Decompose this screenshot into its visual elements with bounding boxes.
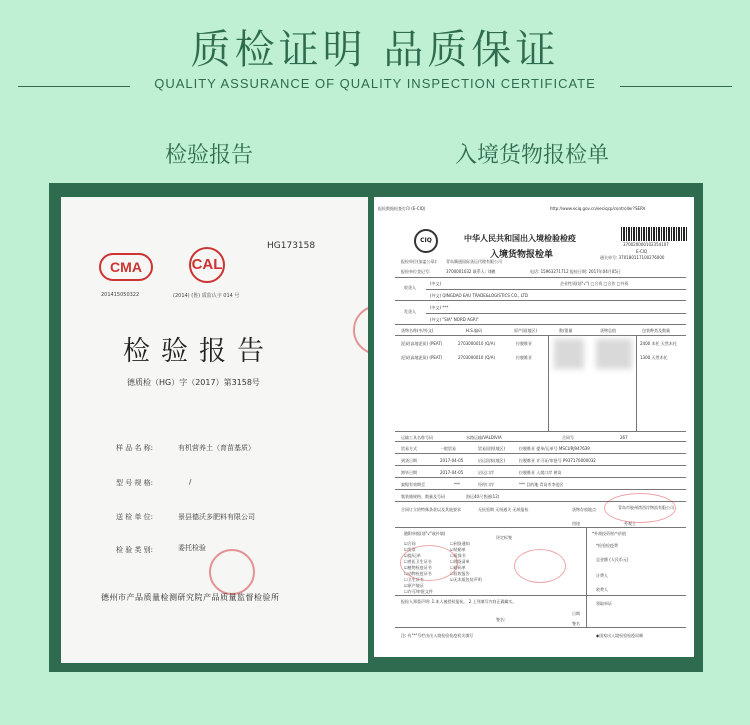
fee-label: *检验检疫费 [596, 543, 618, 548]
goods-col-pack: 包装种类及数量 [642, 328, 670, 333]
inspection-report-document [61, 197, 368, 663]
row-label-applicant: 报检单位(加盖公章): [401, 259, 438, 264]
red-stamp-left [400, 545, 458, 581]
form-issuer: ◆国家出入境检验检疫局制 [596, 633, 644, 638]
field-value-model: / [189, 478, 192, 486]
cma-code: 201415050322 [101, 292, 140, 298]
row-phone-date: 电话: 15963271712 报检日期: 2017年04月05日 [530, 269, 621, 274]
red-stamp-storage [604, 493, 676, 523]
fee-title: *外商投资财产价值 [592, 531, 626, 536]
origin-country-value: 拉脱维亚 许可证/审批号 P937170000032 [519, 458, 596, 463]
cal-logo: CAL [189, 247, 225, 283]
goods-row-hs: 2703000010 (Q/A) [458, 355, 496, 360]
field-label-sample: 样 品 名 称: [116, 444, 154, 452]
doc-check-item: ☑植物检疫证书 [404, 565, 432, 570]
trade-mode-value: 一般贸易 [440, 446, 456, 451]
form-rule [395, 335, 686, 336]
goods-col-value: 货物总值 [600, 328, 616, 333]
doc-check-item: ☐质保书 [450, 553, 466, 558]
special-terms-value: 无检验期 无纸通关 无纸报检 [478, 507, 529, 512]
form-rule [395, 277, 686, 278]
red-seal-bottom [209, 549, 255, 595]
cal-mark: AL [202, 256, 223, 273]
sender-en: (外文) "SIA" NORD AGRI" [430, 317, 479, 322]
doc-check-item: ☑提/运单 [404, 553, 421, 558]
goods-col-name: 货物名称(中/外文) [401, 328, 434, 333]
contract-value: 267 [620, 435, 628, 440]
origin-country-label: 启运国家(地区) [478, 458, 506, 463]
redacted-quantity [554, 339, 584, 369]
fee-label: 计费人 [596, 573, 608, 578]
report-title: 检验报告 [123, 336, 275, 367]
report-serial: HG173158 [267, 241, 316, 251]
arrival-date-value: 2017-04-05 [440, 458, 464, 463]
doc-check-item: ☑无木质包装声明 [450, 577, 482, 582]
unload-date-value: 2017-04-05 [440, 470, 464, 475]
fee-label: 总金额 (人民币元) [596, 557, 629, 562]
goods-row-pack: 2400 木托 天然木托 [640, 341, 677, 346]
trade-mode-label: 贸易方式 [401, 446, 417, 451]
row-label-reg-no: 报检单位登记号: [401, 269, 431, 274]
form-rule [426, 313, 686, 314]
transport-label: 运输工具名称号码 [401, 435, 433, 440]
sign-label: 签名: [496, 617, 506, 622]
receiver-cn: (中文) [430, 281, 442, 286]
doc-check-item: ☐许可/审批文件 [404, 589, 433, 594]
fee-label: 收费人 [596, 587, 608, 592]
label-inspection-report: 检验报告 [165, 143, 254, 168]
doc-check-item: ☐动物检疫证书 [404, 571, 432, 576]
page-title: 质检证明 品质保证 [190, 27, 560, 73]
cma-logo: CMA [99, 253, 153, 281]
form-rule [395, 453, 686, 454]
enterprise-nature: 企业性质(划"√") □合资 □合作 □外资 [560, 281, 629, 286]
eval-label: 评定标签 [496, 535, 512, 540]
red-stamp-right [514, 549, 566, 583]
form-print-header: 报检数据检查打印 (E-CIQ) [378, 206, 426, 211]
form-rule [636, 335, 637, 431]
cal-note: (2014) (鲁) 质监认字 014 号 [173, 293, 240, 299]
field-value-submitter: 景县德沃多肥料有限公司 [178, 513, 255, 521]
form-rule [548, 335, 549, 431]
row-value-reg-no: 3700001032 联系人: 刘鹏 [446, 269, 496, 274]
field-value-category: 委托检验 [178, 544, 206, 552]
form-url: http://www.eciq.gov.cn/eeciqcp/controller?SERV [550, 206, 646, 211]
container-value: 海运40尺普通(12) [466, 494, 500, 499]
doc-check-item: ☐卫生证书 [404, 577, 424, 582]
departure-port-label: 启运口岸 [478, 470, 494, 475]
claim-label: 索赔有效期至 [401, 482, 425, 487]
storage-value: 青岛市胶州湾西岸物流有限公司 [618, 505, 674, 510]
divider-right [620, 86, 732, 87]
goods-col-qty: 数/重量 [559, 328, 573, 333]
sender-cn: (中文) *** [430, 305, 449, 310]
goods-col-hs: H.S.编码 [466, 328, 483, 333]
label-entry-declaration: 入境货物报检单 [455, 143, 610, 168]
barcode [621, 227, 687, 241]
form-rule [395, 595, 686, 596]
doc-check-item: ☑原产地证 [404, 583, 424, 588]
goods-row-name: 泥炭(高地泥炭) (PEAT) [401, 341, 443, 346]
entry-declaration-document [374, 197, 694, 657]
trade-country-label: 贸易国别(地区) [478, 446, 506, 451]
barcode-text: 370020000102354107 [623, 242, 669, 247]
doc-check-item: ☑合同 [404, 541, 416, 546]
date-label: 日期 [572, 611, 580, 616]
sender-label: 发货人 [404, 309, 416, 314]
field-label-model: 型 号 规 格: [116, 479, 154, 487]
cma-mark: MA [120, 259, 142, 275]
row-value-applicant: 青岛顺通国际货运代理有限公司 [446, 259, 502, 264]
institute-name: 德州市产品质量检测研究院产品质量监督检验所 [101, 593, 280, 602]
doc-check-item: ☑装箱单 [450, 547, 466, 552]
form-code-label: E-CIQ [636, 249, 648, 254]
form-rule [586, 527, 587, 627]
declaration-text: 报检人郑重声明: 1.本人被授权报检。 2.上列填写内容正确属实。 [401, 599, 517, 604]
doc-check-item: ☐到货通知 [450, 541, 470, 546]
unload-date-label: 卸毕日期 [401, 470, 417, 475]
stop-port-label: 经停口岸 [478, 482, 494, 487]
goods-row-hs: 2703000010 (Q/A) [458, 341, 496, 346]
stop-port-value: *** 目的地 青岛市李沧区 [519, 482, 564, 487]
claim-value: *** [454, 482, 460, 487]
form-title-sub: 入境货物报检单 [490, 250, 554, 260]
goods-row-pack: 1300 天然木托 [640, 355, 668, 360]
doc-check-item: ☐验收报告 [450, 571, 470, 576]
doc-check-item: ☐理货清单 [450, 559, 470, 564]
departure-port-value: 拉脱维亚 入境口岸 黄岛 [519, 470, 562, 475]
trade-country-value: 拉脱维亚 提单/运单号 MSCURJ947639 [519, 446, 590, 451]
field-label-category: 检 验 类 别: [116, 546, 154, 554]
form-rule [426, 289, 686, 290]
divider-left [18, 86, 130, 87]
receiver-en: (外文) QINGDAO EAU TRADE&LOGISTICS CO., LTD [430, 293, 528, 298]
red-seal-top [353, 305, 368, 355]
field-value-sample: 有机营养土（育苗基质） [178, 444, 255, 452]
contract-label: 合同号 [562, 435, 574, 440]
goods-col-origin: 原产国(地区) [514, 328, 538, 333]
transport-value: 水路运输/VALDIVIA [466, 435, 502, 440]
arrival-date-label: 到货日期 [401, 458, 417, 463]
form-rule [395, 477, 686, 478]
docs-title: 随附单据(划"√"或补填) [404, 531, 446, 536]
form-title-main: 中华人民共和国出入境检验检疫 [464, 234, 576, 243]
form-rule [395, 324, 686, 325]
doc-check-item: ☐兽医卫生证书 [404, 559, 432, 564]
container-label: 集装箱规格、数量及号码 [401, 494, 445, 499]
form-rule [395, 441, 686, 442]
form-rule [395, 465, 686, 466]
form-rule [395, 627, 686, 628]
usage-value: 外观土 [624, 521, 636, 526]
special-terms-label: 合同订立的特殊条款以及其他要求 [401, 507, 461, 512]
form-rule [395, 431, 686, 432]
receive-sign-label: 签名 [572, 621, 580, 626]
ciq-emblem-icon [414, 229, 438, 253]
form-footnote: 注: 有"*"号栏由出入境检验检疫机关填写 [401, 633, 474, 638]
goods-row-origin: 拉脱维亚 [516, 355, 532, 360]
goods-row-name: 泥炭(高地泥炭) (PEAT) [401, 355, 443, 360]
doc-check-item: ☑发票 [404, 547, 416, 552]
redacted-value [596, 339, 632, 369]
subtitle-row [0, 76, 750, 96]
row-customs-number: 通关单号: 370180117100276000 [600, 255, 665, 260]
doc-check-item: ☐磅码单 [450, 565, 466, 570]
receive-label: 领取单证 [596, 601, 612, 606]
usage-label: 用途 [572, 521, 580, 526]
storage-label: 货物存放地点 [572, 507, 596, 512]
form-rule [395, 489, 686, 490]
form-rule [395, 527, 686, 528]
ciq-emblem-text: CIQ [420, 237, 432, 244]
receiver-label: 收货人 [404, 285, 416, 290]
report-number: 德质检（HG）字（2017）第3158号 [127, 378, 260, 387]
form-rule [395, 300, 686, 301]
goods-row-origin: 拉脱维亚 [516, 341, 532, 346]
field-label-submitter: 送 检 单 位: [116, 513, 154, 521]
subtitle: QUALITY ASSURANCE OF QUALITY INSPECTION CERTIFICATE [154, 76, 596, 91]
